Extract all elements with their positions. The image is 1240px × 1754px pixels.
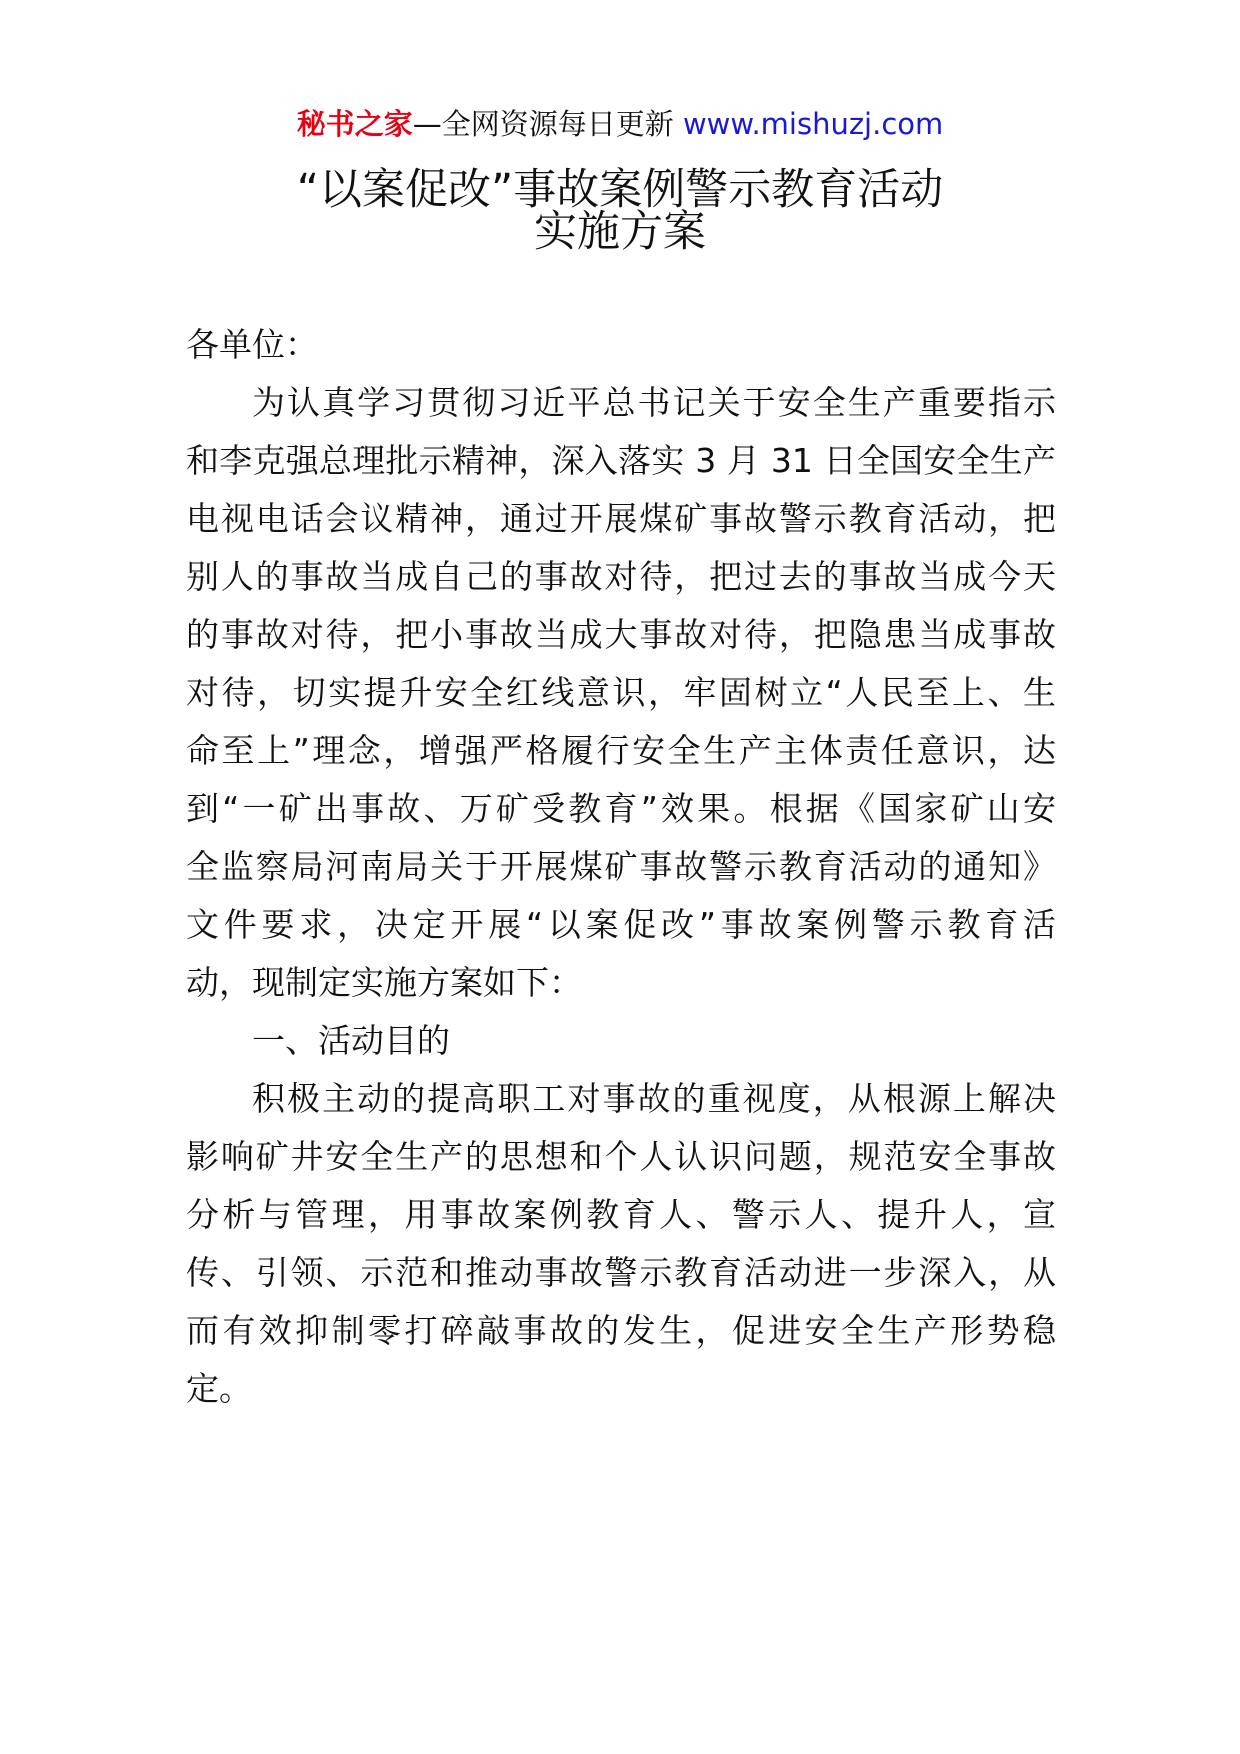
salutation: 各单位： — [186, 325, 318, 364]
intro-paragraph-line: 文件要求，决定开展“以案促改”事故案例警示教育活 — [186, 905, 1056, 944]
section-paragraph-line: 积极主动的提高职工对事故的重视度，从根源上解决 — [252, 1079, 1056, 1118]
site-header — [0, 100, 1240, 148]
section-heading: 一、活动目的 — [252, 1021, 450, 1060]
document-subtitle: 实施方案 — [534, 207, 706, 257]
section-paragraph-line: 传、引领、示范和推动事故警示教育活动进一步深入，从 — [186, 1253, 1056, 1292]
brand-name: 秘书之家 — [296, 107, 413, 141]
intro-paragraph-line: 全监察局河南局关于开展煤矿事故警示教育活动的通知》 — [186, 847, 1056, 886]
intro-paragraph-line: 的事故对待，把小事故当成大事故对待，把隐患当成事故 — [186, 615, 1056, 654]
intro-paragraph-line: 为认真学习贯彻习近平总书记关于安全生产重要指示 — [252, 383, 1056, 422]
intro-paragraph-line: 电视电话会议精神，通过开展煤矿事故警示教育活动，把 — [186, 499, 1056, 538]
intro-paragraph-line: 命至上”理念，增强严格履行安全生产主体责任意识，达 — [186, 731, 1056, 770]
intro-paragraph-line: 和李克强总理批示精神，深入落实 3 月 31 日全国安全生产 — [186, 441, 1056, 480]
document-title: “以案促改”事故案例警示教育活动 — [296, 165, 944, 215]
site-url-link[interactable]: www.mishuzj.com — [682, 107, 944, 141]
intro-paragraph-line: 到“一矿出事故、万矿受教育”效果。根据《国家矿山安 — [186, 789, 1056, 828]
intro-paragraph-line: 动，现制定实施方案如下： — [186, 963, 582, 1002]
section-paragraph-line: 而有效抑制零打碎敲事故的发生，促进安全生产形势稳 — [186, 1311, 1056, 1350]
header-tagline: —全网资源每日更新 — [412, 107, 683, 141]
section-paragraph-line: 分析与管理，用事故案例教育人、警示人、提升人，宣 — [186, 1195, 1056, 1234]
intro-paragraph-line: 对待，切实提升安全红线意识，牢固树立“人民至上、生 — [186, 673, 1056, 712]
section-paragraph-line: 影响矿井安全生产的思想和个人认识问题，规范安全事故 — [186, 1137, 1056, 1176]
section-paragraph-line: 定。 — [186, 1369, 252, 1408]
intro-paragraph-line: 别人的事故当成自己的事故对待，把过去的事故当成今天 — [186, 557, 1056, 596]
